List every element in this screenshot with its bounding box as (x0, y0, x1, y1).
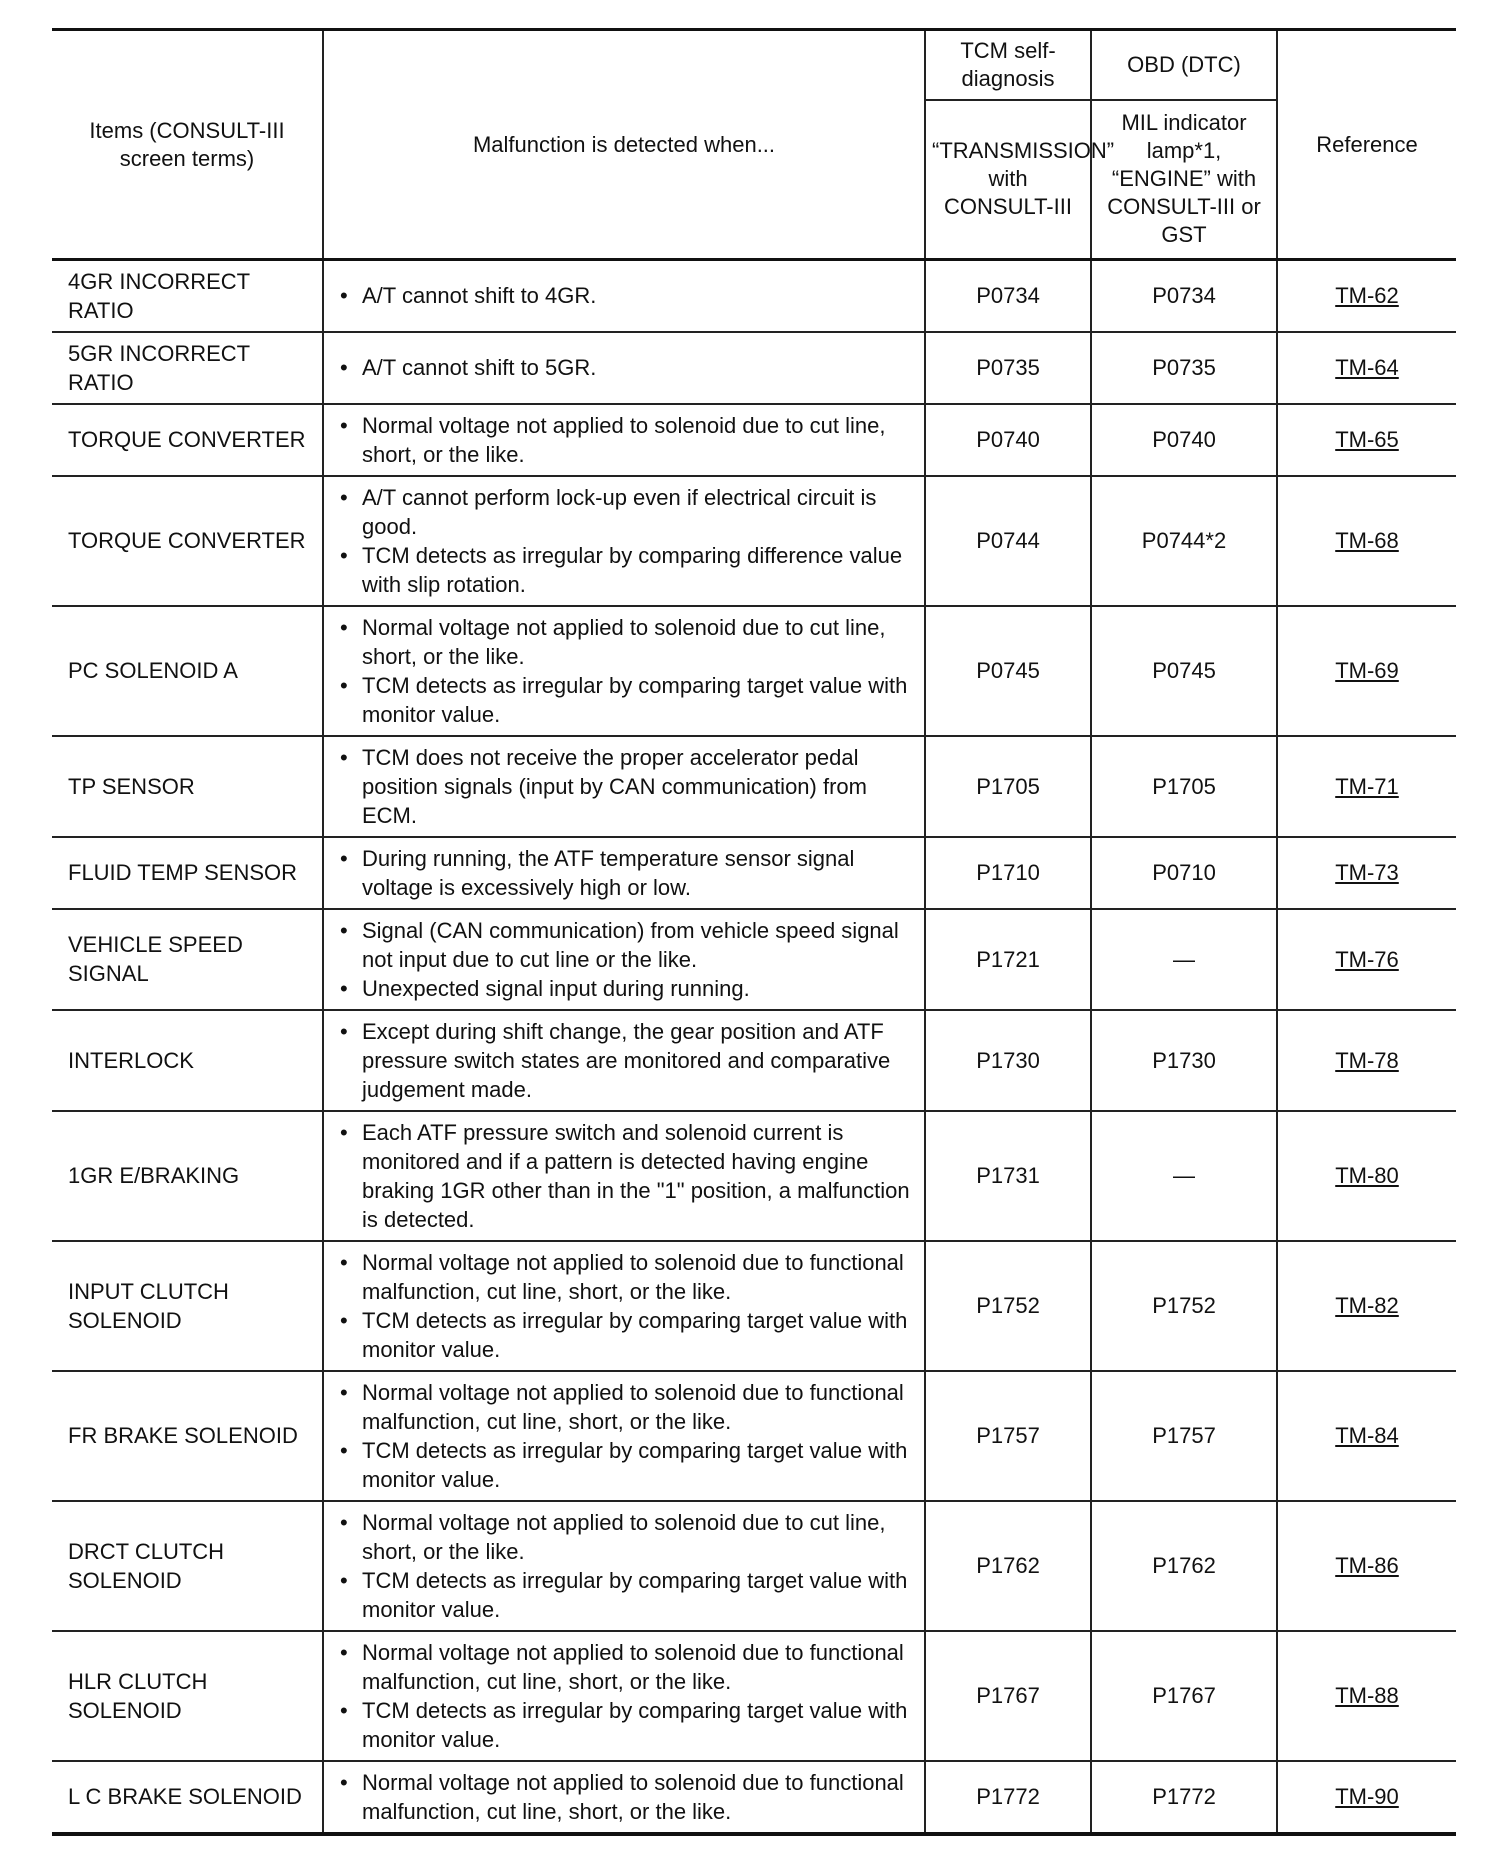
table-row (52, 332, 1456, 404)
condition-list (338, 613, 912, 729)
reference-cell (1277, 909, 1456, 1010)
item-name: TORQUE CONVERTER (52, 404, 323, 476)
table-row (52, 1631, 1456, 1761)
reference-cell (1277, 404, 1456, 476)
item-name: 5GR INCORRECT RATIO (52, 332, 323, 404)
table-row (52, 1010, 1456, 1111)
tcm-code: P1730 (925, 1010, 1091, 1111)
condition-item: • TCM detects as irregular by comparing difference value with slip rotation. (338, 541, 912, 599)
condition-item: • TCM detects as irregular by comparing target value with monitor value. (338, 1696, 912, 1754)
reference-link[interactable]: TM-64 (1335, 355, 1399, 380)
condition-list (338, 743, 912, 830)
header-tcm-self-diagnosis: TCM self-diagnosis (925, 30, 1091, 100)
condition-item: • Normal voltage not applied to solenoid due to cut line, short, or the like. (338, 411, 912, 469)
reference-cell (1277, 606, 1456, 736)
malfunction-conditions (323, 837, 925, 909)
table-row (52, 1241, 1456, 1371)
malfunction-conditions (323, 909, 925, 1010)
tcm-code: P1731 (925, 1111, 1091, 1241)
reference-link[interactable]: TM-80 (1335, 1163, 1399, 1188)
condition-list (338, 281, 912, 310)
tcm-code: P0745 (925, 606, 1091, 736)
malfunction-conditions (323, 1761, 925, 1834)
malfunction-conditions (323, 736, 925, 837)
malfunction-conditions (323, 260, 925, 332)
table-header (52, 30, 1456, 260)
item-name: VEHICLE SPEED SIGNAL (52, 909, 323, 1010)
reference-cell (1277, 1241, 1456, 1371)
table-row (52, 404, 1456, 476)
header-items: Items (CONSULT-III screen terms) (52, 30, 323, 260)
table-row (52, 837, 1456, 909)
reference-link[interactable]: TM-71 (1335, 773, 1399, 799)
obd-code: — (1091, 909, 1277, 1010)
condition-list (338, 1508, 912, 1624)
condition-item: • Unexpected signal input during running. (338, 974, 912, 1003)
table-row (52, 1371, 1456, 1501)
tcm-code: P1710 (925, 837, 1091, 909)
reference-cell (1277, 1761, 1456, 1834)
reference-cell (1277, 736, 1456, 837)
tcm-code: P1752 (925, 1241, 1091, 1371)
reference-link[interactable]: TM-65 (1335, 427, 1399, 452)
reference-cell (1277, 1631, 1456, 1761)
dtc-table (52, 28, 1456, 1836)
condition-list (338, 483, 912, 599)
table-body (52, 260, 1456, 1834)
obd-code: P1752 (1091, 1241, 1277, 1371)
reference-cell (1277, 260, 1456, 332)
reference-cell (1277, 1501, 1456, 1631)
header-tcm-consult: “TRANSMISSION” with CONSULT-III (925, 100, 1091, 260)
condition-item: • A/T cannot perform lock-up even if electrical circuit is good. (338, 483, 912, 541)
tcm-code: P0744 (925, 476, 1091, 606)
condition-list (338, 916, 912, 1003)
tcm-code: P1772 (925, 1761, 1091, 1834)
item-name: 1GR E/BRAKING (52, 1111, 323, 1241)
reference-link[interactable]: TM-73 (1335, 860, 1399, 885)
item-name: TORQUE CONVERTER (52, 476, 323, 606)
condition-list (338, 1248, 912, 1364)
reference-link[interactable]: TM-76 (1335, 946, 1399, 972)
table-row (52, 909, 1456, 1010)
condition-item: • Normal voltage not applied to solenoid due to functional malfunction, cut line, short, or the like. (338, 1248, 912, 1306)
header-reference: Reference (1277, 30, 1456, 260)
condition-list (338, 1118, 912, 1234)
reference-link[interactable]: TM-78 (1335, 1047, 1399, 1073)
condition-item: • Normal voltage not applied to solenoid due to cut line, short, or the like. (338, 1508, 912, 1566)
table-row (52, 736, 1456, 837)
tcm-code: P0735 (925, 332, 1091, 404)
table-row (52, 260, 1456, 332)
table-row (52, 1761, 1456, 1834)
tcm-code: P0734 (925, 260, 1091, 332)
reference-cell (1277, 1371, 1456, 1501)
item-name: 4GR INCORRECT RATIO (52, 260, 323, 332)
condition-list (338, 1768, 912, 1826)
malfunction-conditions (323, 1631, 925, 1761)
reference-cell (1277, 476, 1456, 606)
item-name: FR BRAKE SOLENOID (52, 1371, 323, 1501)
condition-list (338, 1378, 912, 1494)
malfunction-conditions (323, 332, 925, 404)
tcm-code: P1762 (925, 1501, 1091, 1631)
obd-code: P0745 (1091, 606, 1277, 736)
condition-item: • A/T cannot shift to 5GR. (338, 353, 912, 382)
reference-cell (1277, 837, 1456, 909)
item-name: HLR CLUTCH SOLENOID (52, 1631, 323, 1761)
obd-code: P1730 (1091, 1010, 1277, 1111)
malfunction-conditions (323, 1241, 925, 1371)
obd-code: P1767 (1091, 1631, 1277, 1761)
reference-cell (1277, 332, 1456, 404)
condition-item: • TCM detects as irregular by comparing target value with monitor value. (338, 1566, 912, 1624)
obd-code: P0740 (1091, 404, 1277, 476)
obd-code: — (1091, 1111, 1277, 1241)
item-name: DRCT CLUTCH SOLENOID (52, 1501, 323, 1631)
reference-link[interactable]: TM-82 (1335, 1293, 1399, 1318)
reference-link[interactable]: TM-86 (1335, 1553, 1399, 1578)
malfunction-conditions (323, 606, 925, 736)
malfunction-conditions (323, 1111, 925, 1241)
condition-item: • A/T cannot shift to 4GR. (338, 281, 912, 310)
obd-code: P0734 (1091, 260, 1277, 332)
condition-list (338, 1638, 912, 1754)
condition-list (338, 844, 912, 902)
reference-link[interactable]: TM-62 (1335, 283, 1399, 309)
condition-item: • Each ATF pressure switch and solenoid current is monitored and if a pattern is detected having engine braking 1GR other than in the "1" position, a malfunction is detected. (338, 1118, 912, 1234)
table-row (52, 1501, 1456, 1631)
obd-code: P1762 (1091, 1501, 1277, 1631)
table-row (52, 1111, 1456, 1241)
reference-cell (1277, 1010, 1456, 1111)
reference-link[interactable]: TM-90 (1335, 1784, 1399, 1809)
obd-code: P1772 (1091, 1761, 1277, 1834)
obd-code: P0710 (1091, 837, 1277, 909)
tcm-code: P1757 (925, 1371, 1091, 1501)
item-name: INPUT CLUTCH SOLENOID (52, 1241, 323, 1371)
condition-list (338, 353, 912, 382)
malfunction-conditions (323, 1501, 925, 1631)
item-name: PC SOLENOID A (52, 606, 323, 736)
condition-item: • TCM does not receive the proper accelerator pedal position signals (input by CAN communication) from ECM. (338, 743, 912, 830)
tcm-code: P1721 (925, 909, 1091, 1010)
reference-link[interactable]: TM-69 (1335, 658, 1399, 683)
tcm-code: P1767 (925, 1631, 1091, 1761)
condition-list (338, 1017, 912, 1104)
obd-code: P0735 (1091, 332, 1277, 404)
condition-item: • TCM detects as irregular by comparing target value with monitor value. (338, 1436, 912, 1494)
item-name: L C BRAKE SOLENOID (52, 1761, 323, 1834)
condition-item: • TCM detects as irregular by comparing target value with monitor value. (338, 671, 912, 729)
condition-list (338, 411, 912, 469)
condition-item: • TCM detects as irregular by comparing target value with monitor value. (338, 1306, 912, 1364)
item-name: INTERLOCK (52, 1010, 323, 1111)
reference-link[interactable]: TM-84 (1335, 1423, 1399, 1448)
condition-item: • Normal voltage not applied to solenoid due to cut line, short, or the like. (338, 613, 912, 671)
header-malfunction: Malfunction is detected when... (323, 30, 925, 260)
table-row (52, 476, 1456, 606)
malfunction-conditions (323, 476, 925, 606)
reference-link[interactable]: TM-68 (1335, 528, 1399, 553)
tcm-code: P0740 (925, 404, 1091, 476)
obd-code: P0744*2 (1091, 476, 1277, 606)
malfunction-conditions (323, 1010, 925, 1111)
header-obd-dtc: OBD (DTC) (1091, 30, 1277, 100)
condition-item: • Normal voltage not applied to solenoid due to functional malfunction, cut line, short, or the like. (338, 1638, 912, 1696)
item-name: FLUID TEMP SENSOR (52, 837, 323, 909)
condition-item: • Signal (CAN communication) from vehicle speed signal not input due to cut line or the like. (338, 916, 912, 974)
reference-link[interactable]: TM-88 (1335, 1683, 1399, 1708)
malfunction-conditions (323, 1371, 925, 1501)
malfunction-conditions (323, 404, 925, 476)
condition-item: • Normal voltage not applied to solenoid due to functional malfunction, cut line, short, or the like. (338, 1378, 912, 1436)
condition-item: • Except during shift change, the gear position and ATF pressure switch states are monitored and comparative judgement made. (338, 1017, 912, 1104)
obd-code: P1757 (1091, 1371, 1277, 1501)
table-row (52, 606, 1456, 736)
item-name: TP SENSOR (52, 736, 323, 837)
obd-code: P1705 (1091, 736, 1277, 837)
condition-item: • During running, the ATF temperature sensor signal voltage is excessively high or low. (338, 844, 912, 902)
condition-item: • Normal voltage not applied to solenoid due to functional malfunction, cut line, short, or the like. (338, 1768, 912, 1826)
tcm-code: P1705 (925, 736, 1091, 837)
header-obd-mil: MIL indicator lamp*1, “ENGINE” with CONSULT-III or GST (1091, 100, 1277, 260)
reference-cell (1277, 1111, 1456, 1241)
